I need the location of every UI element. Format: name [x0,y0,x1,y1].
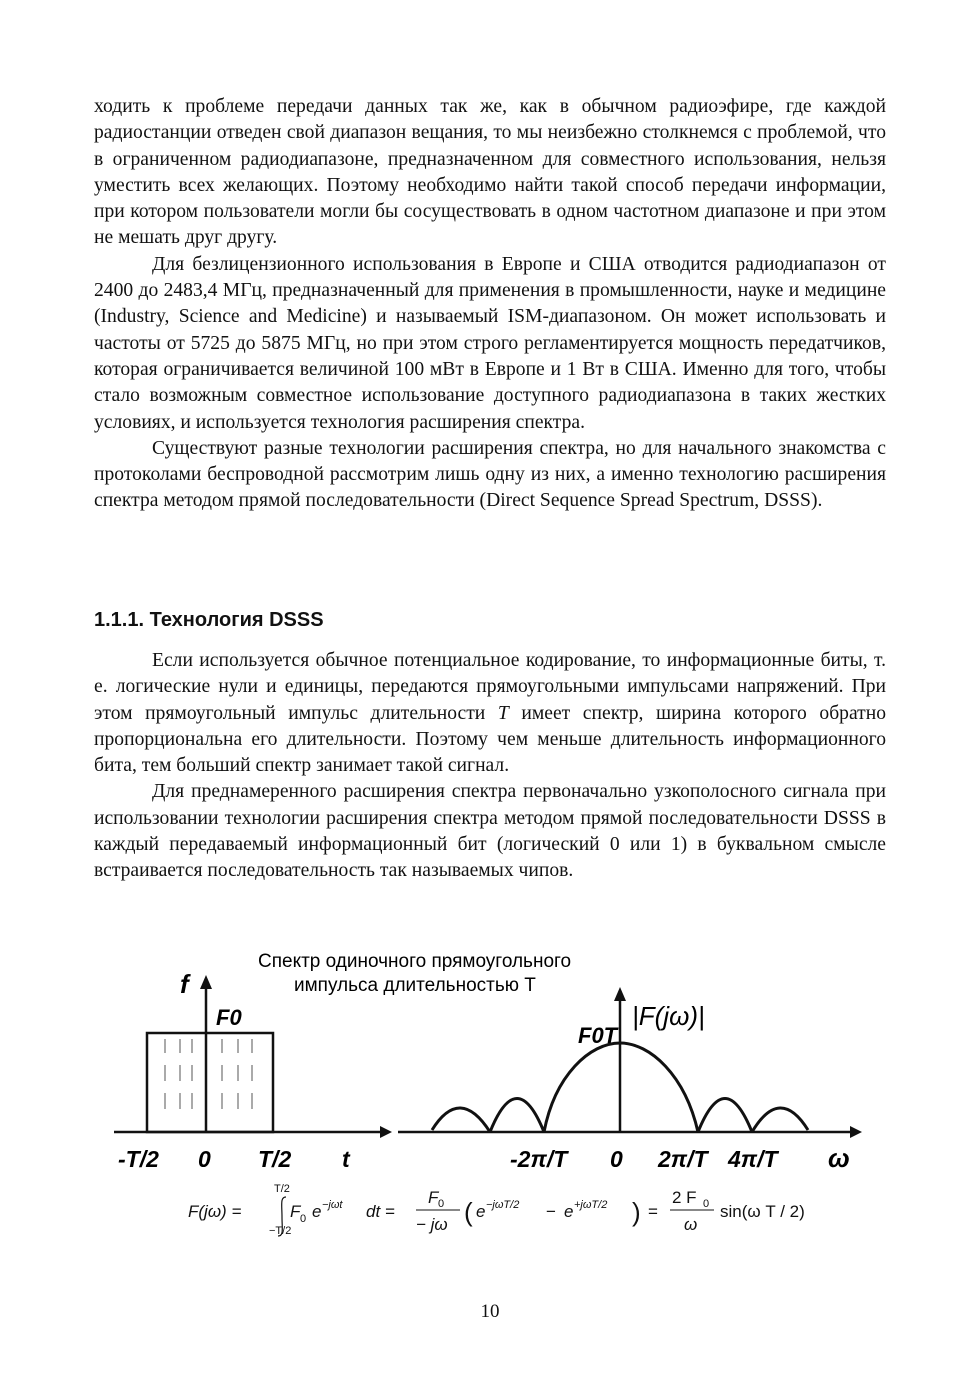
right-peak-label: F0T [578,1023,618,1048]
formula-frac2-num: 2 F [672,1188,697,1207]
paragraph-2: Для безлицензионного использования в Европе и США отводится радиодиапазон от 2400 до 2483,4 МГц, предназначенный для применения в промышленности, науке и медицине (Industry, Science and Medicine) и называемый ISM-диапазоном. Он может использовать и частоты от 5725 до 5875 МГц, но при этом строго регламентируется мощность передатчиков, которая ограничивается величиной 100 мВт в Европе и 1 Вт в США. Именно для того, чтобы стало возможным совместное использование доступного радиодиапазона в таких жестких условиях, и используется технология расширения спектра. [94,253,886,433]
tick-minus-2pi: -2π/T [510,1146,568,1172]
pulse-plot [114,975,392,1138]
pulse-hatching [165,1039,252,1109]
formula-exp-1: −jωt [322,1199,343,1211]
tick-2pi: 2π/T [658,1146,708,1172]
paragraph-4-part-2: имеет спектр, ширина которого обратно пропорциональна его длительности. Поэтому чем меньше длительность информационного бита, тем больший спектр занимает такой сигнал. [94,702,886,777]
right-axis-label-omega: ω [828,1143,850,1173]
lobe-minus-2 [490,1099,544,1133]
formula-frac1-num: F [428,1188,439,1207]
formula-lower-limit: −T/2 [269,1225,292,1237]
paragraph-3: Существуют разные технологии расширения спектра, но для начального знакомства с протоколами беспроводной рассмотрим лишь одну из них, а именно технологию расширения спектра методом прямой последовательности (Direct Sequence Spread Spectrum, DSSS). [94,437,886,512]
right-x-arrow [850,1126,862,1138]
page-number: 10 [480,1301,500,1322]
left-y-arrow [200,975,212,989]
spectrum-figure [110,945,870,1250]
lobe-plus-2 [698,1099,752,1133]
tick-4pi: 4π/T [728,1146,778,1172]
spectrum-plot [398,987,862,1138]
pulse-rectangle [147,1033,273,1132]
paragraph-4 [94,648,886,779]
formula-lhs: F(jω) = [188,1202,242,1221]
formula-frac2-den: ω [684,1215,698,1234]
formula-term1: e [476,1202,486,1221]
body-text-bottom [94,648,886,885]
formula-exp-2: −jωT/2 [486,1199,520,1211]
formula-upper-limit: T/2 [274,1183,290,1195]
paragraph-4-part-1: Если используется обычное потенциальное кодирование, то информационные биты, т. е. логические нули и единицы, передаются прямоугольными импульсами напряжений. При этом прямоугольный импульс длительности [94,650,886,724]
figure-title-line-1: Спектр одиночного прямоугольного [258,951,572,972]
formula-paren-open: ( [464,1197,473,1227]
right-axis-label: |F(jω)| [632,1001,705,1031]
tick-minus-T-half: -T/2 [118,1146,159,1172]
tick-T-half: T/2 [258,1146,292,1172]
symbol-T: T [497,702,509,724]
left-axis-label-f: f [180,969,189,999]
formula-dt: dt = [366,1202,395,1221]
right-y-arrow [614,987,626,1001]
lobe-plus-3 [752,1108,808,1132]
body-text-top [94,94,886,515]
section-heading: 1.1.1. Технология DSSS [94,609,324,631]
paragraph-5: Для преднамеренного расширения спектра первоначально узкополосного сигнала при использовании технологии расширения спектра методом прямой последовательности DSSS в каждый передаваемый информационный бит (логический 0 или 1) в буквальном смысле встраивается последовательность так называемых чипов. [94,781,886,882]
formula-integrand: F [290,1202,301,1221]
paragraph-1: ходить к проблеме передачи данных так же, как в обычном радиоэфире, где каждой радиостанции отведен свой диапазон вещания, то мы неизбежно столкнемся с проблемой, что в ограниченном радиодиапазоне, предназначенном для совместного использования, нельзя уместить всех желающих. Поэтому необходимо найти такой способ передачи информации, при котором пользователи могли бы сосуществовать в одном частотном диапазоне и при этом не мешать друг другу. [94,96,886,249]
left-x-arrow [380,1126,392,1138]
left-axis-label-t: t [342,1146,350,1172]
formula-exp-3: +jωT/2 [574,1199,608,1211]
fourier-formula [188,1183,805,1237]
formula-minus: − [546,1202,556,1221]
formula-frac1-num-sub: 0 [438,1198,445,1210]
tick-zero-right: 0 [610,1146,623,1172]
formula-paren-close: ) [632,1197,641,1227]
formula-eq: = [648,1202,658,1221]
formula-sub-0: 0 [300,1213,307,1225]
formula-frac1-den: − jω [416,1215,448,1234]
formula-frac2-num-sub: 0 [703,1198,710,1210]
left-level-label: F0 [216,1005,242,1030]
figure-title-line-2: импульса длительностью T [294,975,536,996]
formula-exp-e: e [312,1202,322,1221]
lobe-minus-3 [432,1108,490,1132]
formula-term2: e [564,1202,574,1221]
tick-zero-left: 0 [198,1146,211,1172]
formula-sin: sin(ω T / 2) [720,1202,805,1221]
